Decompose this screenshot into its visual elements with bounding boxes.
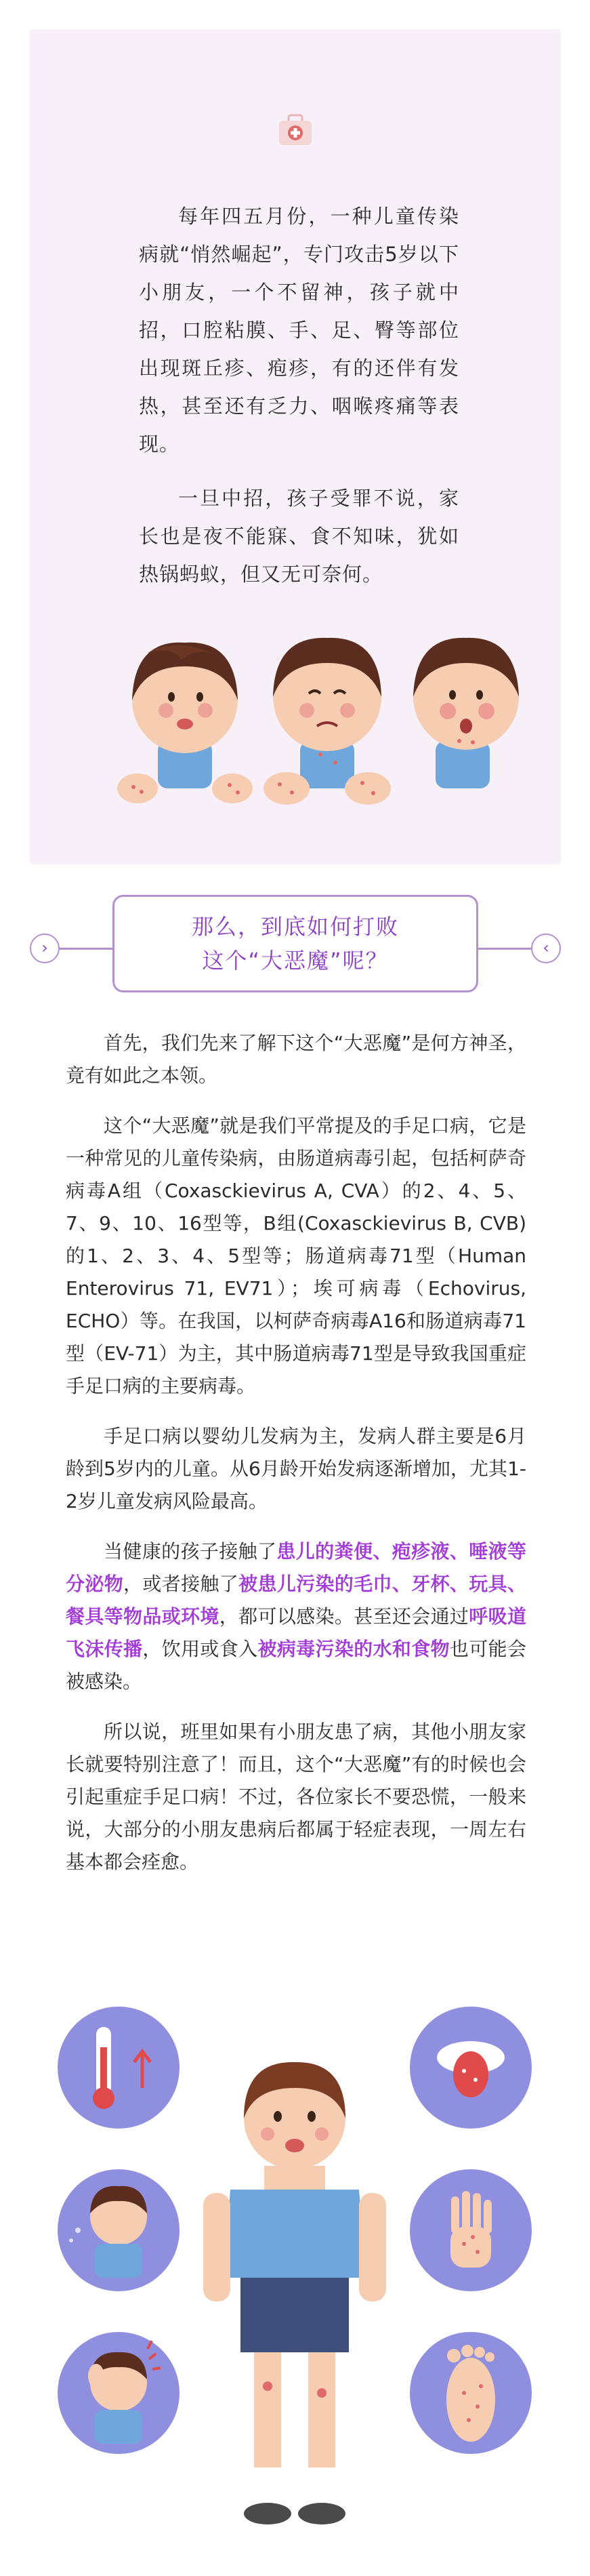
p4-text-1: 当健康的孩子接触了: [104, 1540, 277, 1563]
p4-highlight-4: 被病毒污染的水和食物: [257, 1638, 450, 1660]
p4-highlight-2: 被患儿污染的毛巾、牙杯、玩具、餐具等物品或环境: [66, 1573, 526, 1628]
intro-text: [139, 197, 459, 609]
kid-1: [117, 643, 253, 803]
intro-card: [29, 29, 561, 864]
intro-paragraph-1: 每年四五月份，一种儿童传染病就“悄然崛起”，专门攻击5岁以下小朋友，一个不留神，孩子就中招，口腔粘膜、手、足、臀等部位出现斑丘疹、疱疹，有的还伴有发热，甚至还有乏力、咽喉疼痛等表现。: [139, 205, 459, 456]
kid-2: [264, 638, 391, 805]
kid-3: [413, 638, 519, 788]
body-paragraph-5: 所以说，班里如果有小朋友患了病，其他小朋友家长就要特别注意了！而且，这个“大恶魔”有的时候也会引起重症手足口病！不过，各位家长不要恐慌，一般来说，大部分的小朋友患病后都属于轻症表现，一周左右基本都会痊愈。: [66, 1720, 526, 1873]
body-paragraph-1: 首先，我们先来了解下这个“大恶魔”是何方神圣，竟有如此之本领。: [66, 1032, 526, 1087]
coughing-child-icon: [58, 2169, 180, 2291]
article-body: [66, 1027, 526, 1896]
symptoms-illustration: [47, 2007, 542, 2549]
question-line-1: 那么，到底如何打败: [191, 914, 399, 940]
question-box: [112, 895, 478, 992]
p4-text-5: 也可能会被感染。: [66, 1638, 526, 1693]
p4-text-2: ，或者接触了: [123, 1573, 239, 1595]
chevron-right-icon: ›: [30, 933, 60, 963]
body-paragraph-2: 这个“大恶魔”就是我们平常提及的手足口病，它是一种常见的儿童传染病，由肠道病毒引起，包括柯萨奇病毒A组（Coxasckievirus A, CVA）的2、4、5、7、9、10、16型等，B组(Coxasckievirus B, CVB)的1、2、3、4、5型等；肠道病毒71型（Human Enterovirus 71, EV71）；埃可病毒（Echovirus, ECHO）等。在我国，以柯萨奇病毒A16和肠道病毒71型（EV-71）为主，其中肠道病毒71型是导致我国重症手足口病的主要病毒。: [66, 1114, 526, 1397]
foot-rash-icon: [410, 2332, 532, 2454]
intro-paragraph-2: 一旦中招，孩子受罪不说，家长也是夜不能寐、食不知味，犹如热锅蚂蚁，但又无可奈何。: [139, 487, 459, 586]
body-paragraph-4: [66, 1535, 526, 1698]
thermometer-icon: [58, 2007, 180, 2129]
body-paragraph-3: 手足口病以婴幼儿发病为主，发病人群主要是6月龄到5岁内的儿童。从6月龄开始发病逐渐增加，尤其1-2岁儿童发病风险最高。: [66, 1425, 526, 1512]
hand-rash-icon: [410, 2169, 532, 2291]
first-aid-kit-icon: [277, 114, 314, 148]
question-banner: [0, 895, 590, 1003]
p4-text-4: ，饮用或食入: [142, 1638, 258, 1660]
headache-child-icon: [58, 2332, 180, 2454]
standing-child: [203, 2062, 386, 2524]
chevron-left-icon: ‹: [531, 933, 561, 963]
p4-highlight-3: 呼吸道飞沫传播: [66, 1605, 526, 1660]
tongue-icon: [410, 2007, 532, 2129]
question-line-2: 这个“大恶魔”呢？: [202, 948, 389, 973]
p4-text-3: ，都可以感染。甚至还会通过: [219, 1605, 469, 1628]
sick-kids-illustration: [117, 571, 537, 829]
p4-highlight-1: 患儿的粪便、疱疹液、唾液等分泌物: [66, 1540, 526, 1595]
